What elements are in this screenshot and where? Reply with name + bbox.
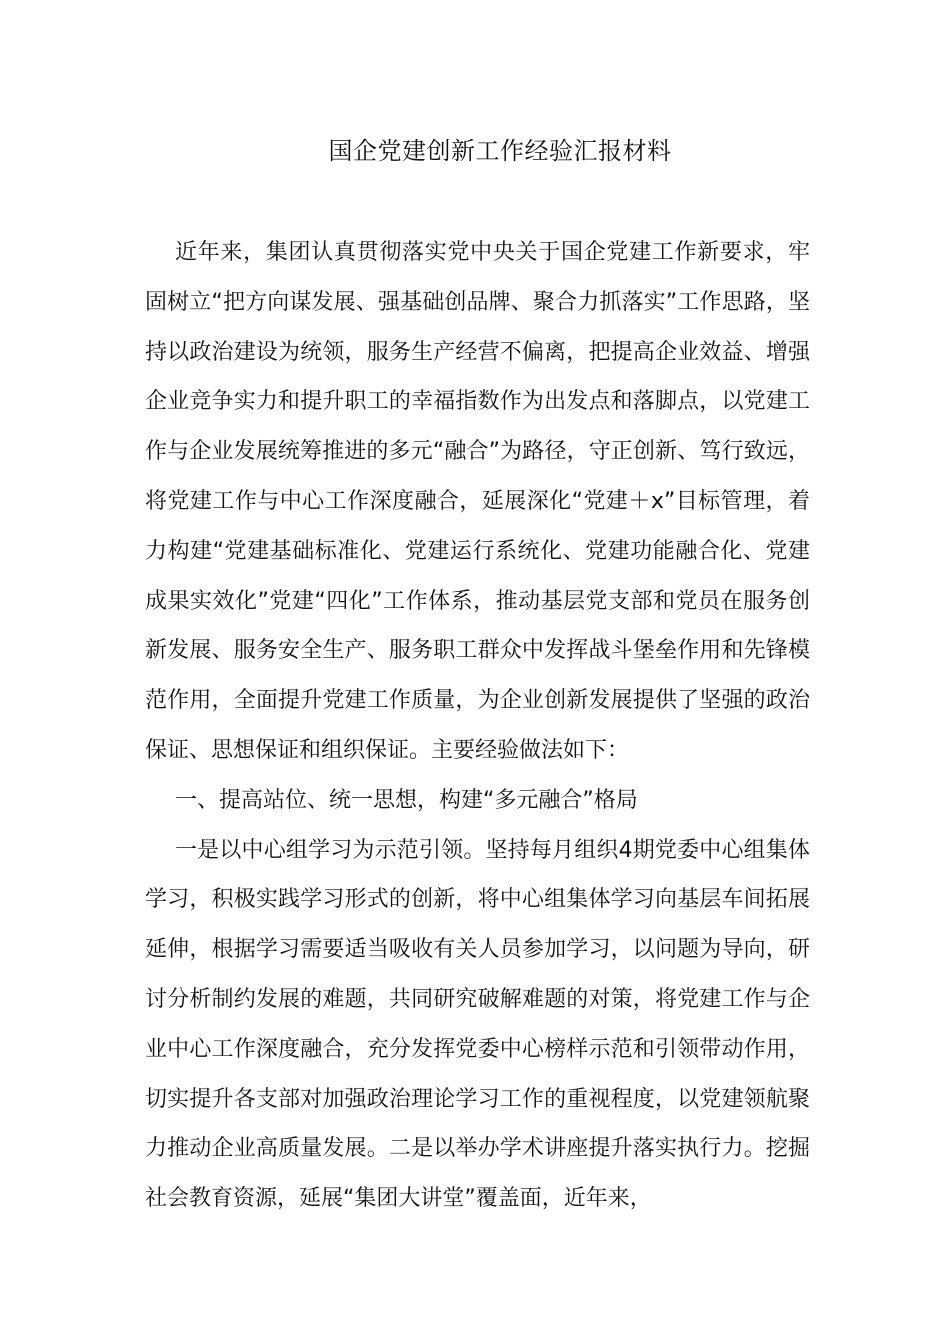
section-heading-1: 一、提高站位、统一思想，构建“多元融合”格局: [175, 787, 638, 813]
paragraph-intro: 近年来，集团认真贯彻落实党中央关于国企党建工作新要求，牢固树立“把方向谋发展、强基础创品牌、聚合力抓落实”工作思路，坚持以政治建设为统领，服务生产经营不偏离，把提高企业效益、增强企业竞争实力和提升职工的幸福指数作为出发点和落脚点，以党建工作与企业发展统筹推进的多元“融合”为路径，守正创新、笃行致远，将党建工作与中心工作深度融合，延展深化“党建＋x”目标管理，着力构建“党建基础标准化、党建运行系统化、党建功能融合化、党建成果实效化”党建“四化”工作体系，推动基层党支部和党员在服务创新发展、服务安全生产、服务职工群众中发挥战斗堡垒作用和先锋模范作用，全面提升党建工作质量，为企业创新发展提供了坚强的政治保证、思想保证和组织保证。主要经验做法如下：: [145, 240, 810, 763]
paragraph-section-1: 一是以中心组学习为示范引领。坚持每月组织4期党委中心组集体学习，积极实践学习形式的创新，将中心组集体学习向基层车间拓展延伸，根据学习需要适当吸收有关人员参加学习，以问题为导向，研讨分析制约发展的难题，共同研究破解难题的对策，将党建工作与企业中心工作深度融合，充分发挥党委中心榜样示范和引领带动作用，切实提升各支部对加强政治理论学习工作的重视程度，以党建领航聚力推动企业高质量发展。二是以举办学术讲座提升落实执行力。挖掘社会教育资源，延展“集团大讲堂”覆盖面，近年来，: [145, 837, 810, 1212]
document-body: [145, 228, 810, 1224]
document-title: 国企党建创新工作经验汇报材料: [328, 137, 672, 165]
